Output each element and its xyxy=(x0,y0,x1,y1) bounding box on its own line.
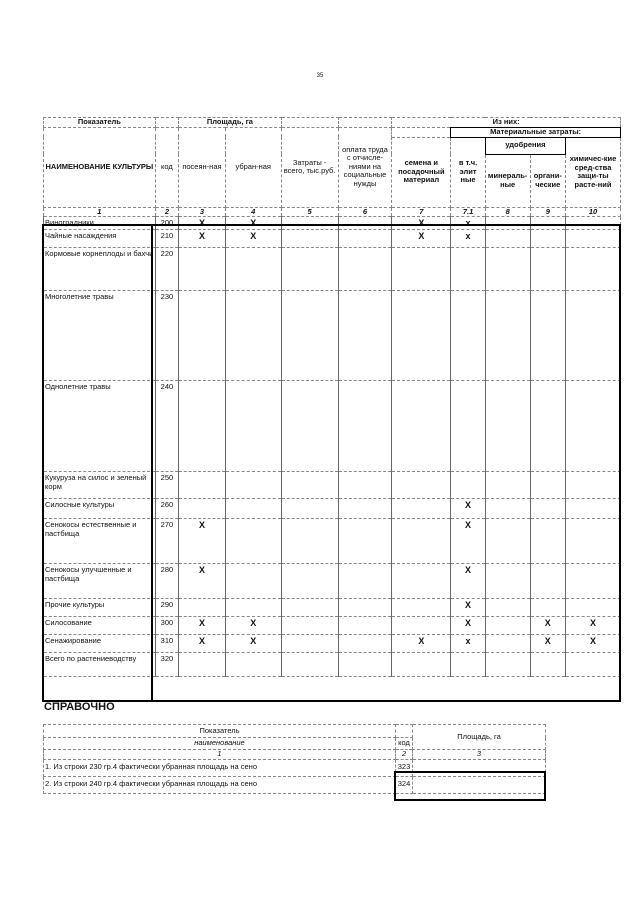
data-cell[interactable] xyxy=(451,653,486,677)
data-cell[interactable] xyxy=(485,381,530,472)
row-code: 210 xyxy=(155,230,178,248)
table-row xyxy=(44,217,621,230)
row-code: 200 xyxy=(155,217,178,230)
data-cell[interactable] xyxy=(451,472,486,499)
data-cell[interactable] xyxy=(281,635,338,653)
crop-name: Кукуруза на силос и зеленый корм xyxy=(44,472,156,499)
data-cell[interactable] xyxy=(566,230,621,248)
row-code: 240 xyxy=(155,381,178,472)
col-num: 3 xyxy=(179,207,226,217)
data-cell[interactable] xyxy=(225,248,281,291)
col-num: 9 xyxy=(530,207,566,217)
data-cell[interactable] xyxy=(566,564,621,599)
data-cell[interactable] xyxy=(225,519,281,564)
seeds-header: семена и посадочный материал xyxy=(392,137,451,207)
data-cell[interactable]: X xyxy=(392,230,451,248)
data-cell[interactable] xyxy=(338,635,392,653)
column-numbers-row xyxy=(44,207,621,217)
crop-name: Силосные культуры xyxy=(44,499,156,519)
col-num: 4 xyxy=(225,207,281,217)
data-cell[interactable]: X xyxy=(179,217,226,230)
data-cell[interactable] xyxy=(392,381,451,472)
data-cell[interactable] xyxy=(566,248,621,291)
data-cell[interactable] xyxy=(225,599,281,617)
data-cell[interactable] xyxy=(281,248,338,291)
data-cell[interactable] xyxy=(225,653,281,677)
ref-row-value[interactable] xyxy=(413,776,546,793)
data-cell[interactable] xyxy=(392,248,451,291)
data-cell[interactable]: X xyxy=(179,564,226,599)
ref-name-header: наименование xyxy=(44,738,396,750)
data-cell[interactable]: X xyxy=(225,617,281,635)
material-costs-header: Материальные затраты: xyxy=(451,127,621,137)
data-cell[interactable] xyxy=(392,599,451,617)
harvested-header: убран-ная xyxy=(225,127,281,207)
data-cell[interactable] xyxy=(530,381,566,472)
ref-row-name: 1. Из строки 230 гр.4 фактически убранная площадь на сено xyxy=(44,759,396,776)
crop-name: Сенажирование xyxy=(44,635,156,653)
ref-row-code: 323 xyxy=(396,759,413,776)
row-code: 320 xyxy=(155,653,178,677)
data-cell[interactable]: X xyxy=(451,519,486,564)
col-num: 1 xyxy=(44,750,396,760)
col-num: 6 xyxy=(338,207,392,217)
data-cell[interactable] xyxy=(179,381,226,472)
data-cell[interactable] xyxy=(485,635,530,653)
row-code: 230 xyxy=(155,291,178,381)
data-cell[interactable] xyxy=(225,499,281,519)
data-cell[interactable] xyxy=(485,217,530,230)
crop-name: Всего по растениеводству xyxy=(44,653,156,677)
data-cell[interactable] xyxy=(392,519,451,564)
data-cell[interactable] xyxy=(566,381,621,472)
data-cell[interactable]: x xyxy=(451,230,486,248)
table-row xyxy=(44,519,621,564)
mineral-header: минераль-ные xyxy=(485,154,530,207)
data-cell[interactable]: X xyxy=(530,617,566,635)
data-cell[interactable] xyxy=(451,291,486,381)
data-cell[interactable] xyxy=(485,519,530,564)
crop-name: Прочие культуры xyxy=(44,599,156,617)
code-header: код xyxy=(155,127,178,207)
data-cell[interactable] xyxy=(566,217,621,230)
data-cell[interactable] xyxy=(566,653,621,677)
data-cell[interactable]: X xyxy=(225,635,281,653)
data-cell[interactable] xyxy=(530,291,566,381)
data-cell[interactable] xyxy=(281,617,338,635)
data-cell[interactable] xyxy=(179,653,226,677)
data-cell[interactable] xyxy=(281,291,338,381)
data-cell[interactable] xyxy=(338,653,392,677)
data-cell[interactable] xyxy=(225,291,281,381)
fertilizers-header: удобрения xyxy=(485,137,565,154)
data-cell[interactable] xyxy=(338,217,392,230)
row-code: 260 xyxy=(155,499,178,519)
of-them-header: Из них: xyxy=(392,118,621,128)
data-cell[interactable] xyxy=(338,230,392,248)
costs-total-header: Затраты - всего, тыс.руб. xyxy=(281,127,338,207)
chemical-header: химичес-кие сред-ства защи-ты расте-ний xyxy=(566,137,621,207)
crop-name: Сенокосы улучшенные и пастбища xyxy=(44,564,156,599)
data-cell[interactable] xyxy=(225,472,281,499)
data-cell[interactable] xyxy=(281,230,338,248)
data-cell[interactable] xyxy=(392,291,451,381)
row-code: 290 xyxy=(155,599,178,617)
col-num: 2 xyxy=(396,750,413,760)
data-cell[interactable] xyxy=(338,564,392,599)
data-cell[interactable] xyxy=(281,472,338,499)
data-cell[interactable] xyxy=(566,472,621,499)
crop-name: Виноградники xyxy=(44,217,156,230)
data-cell[interactable]: x xyxy=(451,635,486,653)
page-number: 35 xyxy=(316,73,324,79)
data-cell[interactable] xyxy=(338,381,392,472)
data-cell[interactable] xyxy=(485,653,530,677)
data-cell[interactable] xyxy=(281,519,338,564)
reference-table xyxy=(43,724,546,794)
row-code: 220 xyxy=(155,248,178,291)
row-code: 300 xyxy=(155,617,178,635)
row-code: 270 xyxy=(155,519,178,564)
data-cell[interactable] xyxy=(179,248,226,291)
data-cell[interactable]: X xyxy=(530,635,566,653)
col-num: 3 xyxy=(413,750,546,760)
sown-header: посеян-ная xyxy=(179,127,226,207)
data-cell[interactable]: X xyxy=(392,635,451,653)
data-cell[interactable] xyxy=(451,248,486,291)
col-num: 1 xyxy=(44,207,156,217)
data-cell[interactable] xyxy=(530,472,566,499)
row-code: 250 xyxy=(155,472,178,499)
data-cell[interactable] xyxy=(566,519,621,564)
ref-row xyxy=(44,776,546,793)
data-cell[interactable] xyxy=(530,230,566,248)
data-cell[interactable] xyxy=(338,599,392,617)
ref-row-name: 2. Из строки 240 гр.4 фактически убранная площадь на сено xyxy=(44,776,396,793)
ref-indicator-header: Показатель xyxy=(44,725,396,738)
organic-header: органи-ческие xyxy=(530,154,566,207)
table-row xyxy=(44,472,621,499)
col-num: 5 xyxy=(281,207,338,217)
data-cell[interactable] xyxy=(338,291,392,381)
data-cell[interactable] xyxy=(338,617,392,635)
data-cell[interactable] xyxy=(530,599,566,617)
col-num: 7 xyxy=(392,207,451,217)
data-cell[interactable] xyxy=(179,291,226,381)
data-cell[interactable] xyxy=(392,472,451,499)
crop-name: Чайные насаждения xyxy=(44,230,156,248)
data-cell[interactable]: X xyxy=(179,230,226,248)
data-cell[interactable] xyxy=(338,519,392,564)
data-cell[interactable]: X xyxy=(566,635,621,653)
area-group-header: Площадь, га xyxy=(179,118,282,128)
col-num: 10 xyxy=(566,207,621,217)
crop-name: Кормовые корнеплоды и бахчи xyxy=(44,248,156,291)
ref-row xyxy=(44,759,546,776)
data-cell[interactable] xyxy=(338,248,392,291)
data-cell[interactable] xyxy=(530,519,566,564)
data-cell[interactable] xyxy=(392,617,451,635)
data-cell[interactable] xyxy=(485,617,530,635)
crop-name: Силосование xyxy=(44,617,156,635)
indicator-header: Показатель xyxy=(44,118,156,128)
ref-code-header: код xyxy=(396,738,413,750)
data-cell[interactable] xyxy=(485,599,530,617)
data-cell[interactable] xyxy=(485,499,530,519)
data-cell[interactable] xyxy=(530,217,566,230)
data-cell[interactable] xyxy=(485,564,530,599)
data-cell[interactable] xyxy=(485,230,530,248)
data-cell[interactable]: X xyxy=(451,617,486,635)
data-cell[interactable]: X xyxy=(179,617,226,635)
data-cell[interactable]: X xyxy=(392,217,451,230)
crop-name: Однолетние травы xyxy=(44,381,156,472)
data-cell[interactable] xyxy=(281,564,338,599)
data-cell[interactable] xyxy=(281,381,338,472)
data-cell[interactable] xyxy=(566,499,621,519)
data-cell[interactable]: X xyxy=(225,217,281,230)
data-cell[interactable] xyxy=(281,653,338,677)
data-cell[interactable] xyxy=(225,381,281,472)
col-num: 2 xyxy=(155,207,178,217)
data-cell[interactable] xyxy=(338,499,392,519)
crop-name-header: НАИМЕНОВАНИЕ КУЛЬТУРЫ xyxy=(44,127,156,207)
table-row xyxy=(44,248,621,291)
data-cell[interactable] xyxy=(281,217,338,230)
data-cell[interactable] xyxy=(179,499,226,519)
data-cell[interactable] xyxy=(485,248,530,291)
row-code: 280 xyxy=(155,564,178,599)
data-cell[interactable] xyxy=(451,381,486,472)
table-row xyxy=(44,564,621,599)
table-row xyxy=(44,381,621,472)
data-cell[interactable] xyxy=(485,291,530,381)
table-row xyxy=(44,635,621,653)
crop-name: Многолетние травы xyxy=(44,291,156,381)
row-code: 310 xyxy=(155,635,178,653)
data-cell[interactable]: X xyxy=(225,230,281,248)
data-cell[interactable] xyxy=(392,564,451,599)
crop-name: Сенокосы естественные и пастбища xyxy=(44,519,156,564)
data-cell[interactable] xyxy=(281,599,338,617)
data-cell[interactable] xyxy=(179,599,226,617)
data-cell[interactable]: X xyxy=(451,499,486,519)
data-cell[interactable] xyxy=(179,472,226,499)
data-cell[interactable]: X xyxy=(179,519,226,564)
data-cell[interactable] xyxy=(566,599,621,617)
ref-area-header: Площадь, га xyxy=(413,725,546,750)
data-cell[interactable] xyxy=(485,472,530,499)
table-row xyxy=(44,617,621,635)
ref-row-value[interactable] xyxy=(413,759,546,776)
data-cell[interactable]: X xyxy=(451,564,486,599)
col-num: 8 xyxy=(485,207,530,217)
table-row xyxy=(44,499,621,519)
data-cell[interactable] xyxy=(281,499,338,519)
data-cell[interactable]: X xyxy=(179,635,226,653)
col-num: 7.1 xyxy=(451,207,486,217)
table-row xyxy=(44,291,621,381)
data-cell[interactable]: x xyxy=(451,217,486,230)
data-cell[interactable] xyxy=(225,564,281,599)
data-cell[interactable]: X xyxy=(566,617,621,635)
data-cell[interactable] xyxy=(530,248,566,291)
data-cell[interactable] xyxy=(338,472,392,499)
data-cell[interactable] xyxy=(566,291,621,381)
ref-row-code: 324 xyxy=(396,776,413,793)
table-row xyxy=(44,230,621,248)
reference-title: СПРАВОЧНО xyxy=(44,701,115,713)
data-cell[interactable] xyxy=(530,564,566,599)
data-cell[interactable] xyxy=(530,499,566,519)
table-row xyxy=(44,653,621,677)
data-cell[interactable] xyxy=(530,653,566,677)
data-cell[interactable]: X xyxy=(451,599,486,617)
elite-header: в т.ч. элит ные xyxy=(451,137,486,207)
data-cell[interactable] xyxy=(392,499,451,519)
table-row xyxy=(44,599,621,617)
data-cell[interactable] xyxy=(392,653,451,677)
labor-pay-header: оплата труда с отчисле-ниями на социальные нужды xyxy=(338,127,392,207)
crop-costs-table xyxy=(43,117,621,677)
